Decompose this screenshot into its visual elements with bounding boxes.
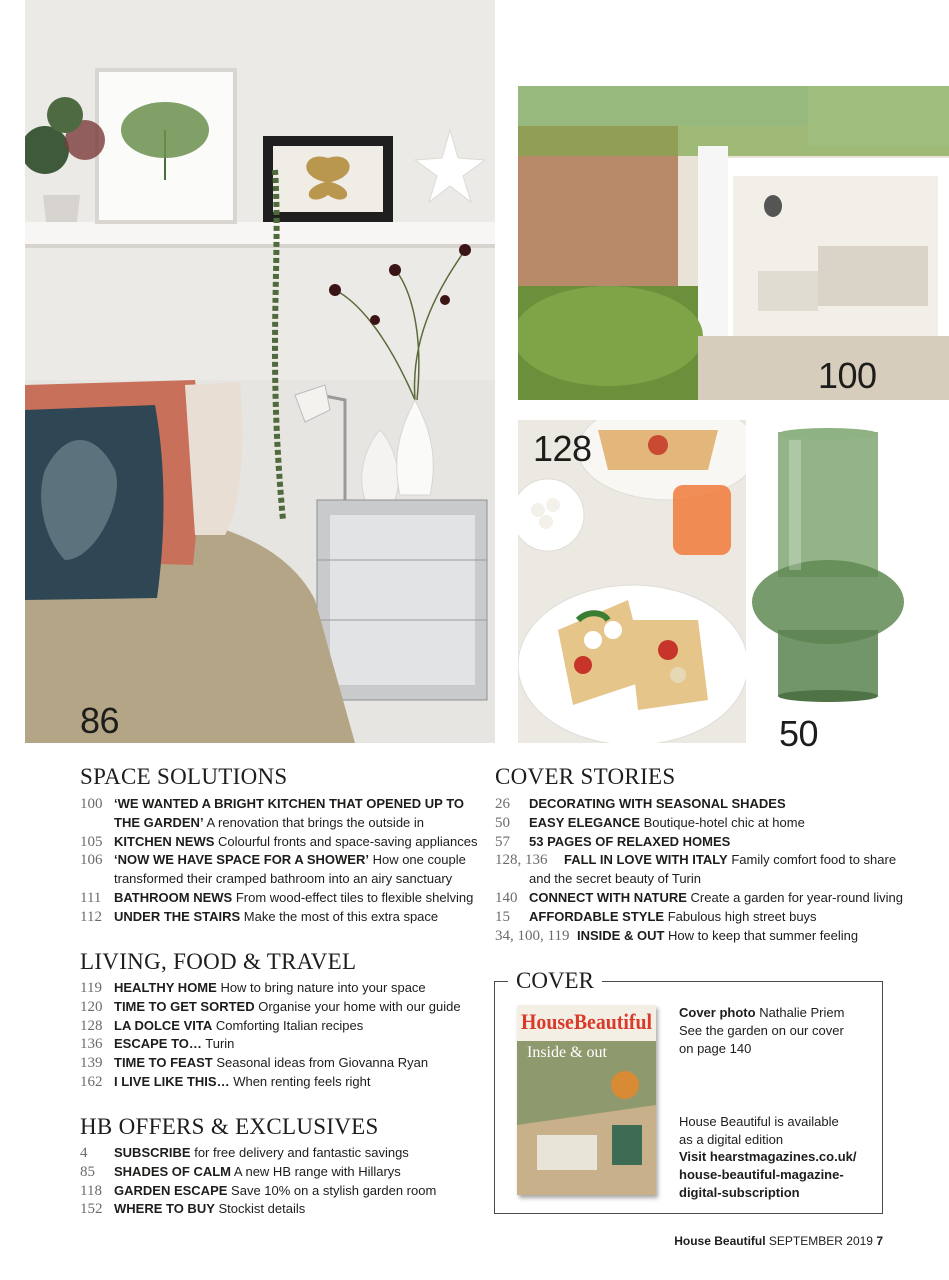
list-item[interactable]: 15 AFFORDABLE STYLE Fabulous high street buys	[495, 908, 817, 925]
page-number-bedroom: 86	[80, 700, 120, 741]
section-title-hb-offers: HB OFFERS & EXCLUSIVES	[80, 1114, 379, 1139]
cover-photo-credit: Cover photo Nathalie Priem	[679, 1005, 845, 1020]
list-item[interactable]: 85 SHADES OF CALM A new HB range with Hillarys	[80, 1163, 401, 1180]
list-item[interactable]: 139 TIME TO FEAST Seasonal ideas from Giovanna Ryan	[80, 1055, 429, 1072]
page-number-kitchen: 100	[818, 355, 877, 396]
page-folio: House Beautiful SEPTEMBER 2019 7	[674, 1234, 883, 1248]
cover-stories-list	[495, 795, 915, 945]
section-title-cover-stories: COVER STORIES	[495, 764, 676, 789]
list-item[interactable]: 162 I LIVE LIKE THIS… When renting feels right	[80, 1073, 371, 1090]
green-vase-photo	[749, 420, 909, 720]
list-item[interactable]: 136 ESCAPE TO… Turin	[80, 1036, 235, 1053]
svg-text:HouseBeautiful: HouseBeautiful	[521, 1009, 652, 1034]
list-item[interactable]: 34, 100, 119 INSIDE & OUT How to keep that summer feeling	[495, 927, 859, 944]
list-item[interactable]: 105 KITCHEN NEWS Colourful fronts and space-saving appliances	[80, 833, 478, 850]
living-list	[80, 979, 480, 1092]
list-item[interactable]: 120 TIME TO GET SORTED Organise your home with our guide	[80, 998, 461, 1015]
list-item[interactable]: 100 ‘WE WANTED A BRIGHT KITCHEN THAT OPENED UP TO THE GARDEN’ A renovation that brings the outside in	[80, 796, 465, 830]
list-item[interactable]: 26 DECORATING WITH SEASONAL SHADES	[495, 796, 786, 812]
section-title-space-solutions: SPACE SOLUTIONS	[80, 764, 288, 789]
list-item[interactable]: 111 BATHROOM NEWS From wood-effect tiles to flexible shelving	[80, 889, 474, 906]
list-item[interactable]: 4 SUBSCRIBE for free delivery and fantastic savings	[80, 1145, 409, 1161]
page-number-vase: 50	[779, 713, 819, 754]
space-solutions-list	[80, 795, 480, 927]
digital-subscription-link[interactable]: Visit hearstmagazines.co.uk/ house-beautiful-magazine-digital-subscription	[679, 1149, 857, 1200]
list-item[interactable]: 119 HEALTHY HOME How to bring nature into your space	[80, 980, 426, 996]
list-item[interactable]: 57 53 PAGES OF RELAXED HOMES	[495, 833, 731, 850]
list-item[interactable]: 106 ‘NOW WE HAVE SPACE FOR A SHOWER’ How one couple transformed their cramped bathroom into an airy sanctuary	[80, 852, 466, 887]
list-item[interactable]: 140 CONNECT WITH NATURE Create a garden for year-round living	[495, 889, 903, 906]
svg-text:Inside & out: Inside & out	[527, 1044, 607, 1061]
list-item[interactable]: 118 GARDEN ESCAPE Save 10% on a stylish garden room	[80, 1182, 437, 1199]
list-item[interactable]: 128, 136 FALL IN LOVE WITH ITALY Family comfort food to share and the secret beauty of Turin	[495, 852, 897, 887]
digital-edition-text: House Beautiful is available as a digital edition	[679, 1114, 839, 1147]
bedroom-photo	[25, 0, 495, 743]
cover-garden-note: See the garden on our cover on page 140	[679, 1023, 844, 1056]
cover-box-label: COVER	[508, 968, 602, 994]
magazine-cover-thumbnail[interactable]	[517, 1005, 656, 1195]
list-item[interactable]: 152 WHERE TO BUY Stockist details	[80, 1201, 306, 1218]
list-item[interactable]: 128 LA DOLCE VITA Comforting Italian recipes	[80, 1017, 364, 1034]
list-item[interactable]: 50 EASY ELEGANCE Boutique-hotel chic at home	[495, 814, 805, 831]
page-number-food: 128	[533, 428, 592, 469]
list-item[interactable]: 112 UNDER THE STAIRS Make the most of this extra space	[80, 908, 439, 925]
garden-kitchen-photo	[518, 86, 949, 400]
offers-list	[80, 1144, 480, 1219]
section-title-living-food-travel: LIVING, FOOD & TRAVEL	[80, 949, 357, 974]
